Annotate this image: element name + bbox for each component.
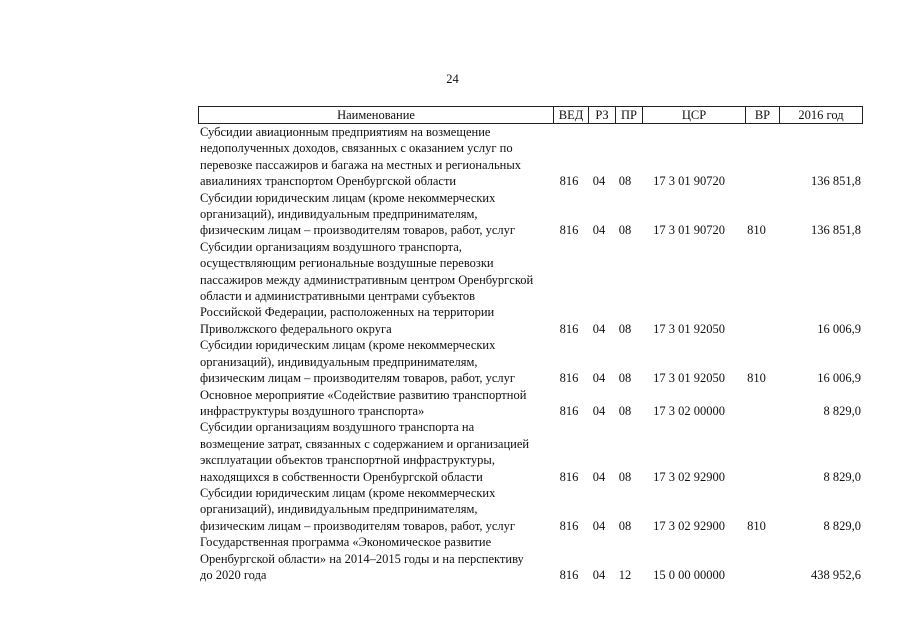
row-name-line: эксплуатации объектов транспортной инфраструктуры,: [200, 453, 495, 468]
row-name: [198, 534, 552, 583]
row-name-line: физическим лицам – производителям товаров, работ, услуг: [200, 223, 516, 238]
row-amount: 16 006,9: [817, 371, 861, 386]
row-csr: 17 3 01 92050: [653, 371, 725, 386]
row-name-line: находящихся в собственности Оренбургской области: [200, 469, 483, 484]
table-row: [198, 419, 863, 485]
row-pr: 08: [618, 174, 632, 189]
row-name-line: Оренбургской области» на 2014–2015 годы и на перспективу: [200, 551, 524, 566]
row-rz: 04: [592, 567, 606, 582]
row-csr: 17 3 02 92900: [653, 469, 725, 484]
row-vr: 810: [747, 518, 766, 533]
table-body: [198, 124, 863, 583]
header-pr: ПР: [616, 107, 643, 123]
row-csr: 17 3 02 00000: [653, 403, 725, 418]
row-name-line: Субсидии авиационным предприятиям на возмещение: [200, 125, 491, 139]
row-name-line: Субсидии юридическим лицам (кроме некоммерческих: [200, 485, 496, 500]
row-pr: 08: [618, 469, 632, 484]
header-csr: ЦСР: [643, 107, 746, 123]
page-number: 24: [446, 72, 459, 86]
row-ved: 816: [559, 403, 579, 418]
budget-table: [198, 106, 863, 583]
row-amount: 16 006,9: [817, 321, 861, 336]
row-rz: 04: [592, 518, 606, 533]
table-row: [198, 534, 863, 583]
row-amount: 136 851,8: [811, 174, 861, 189]
row-name: [198, 239, 552, 337]
row-name-line: организаций), индивидуальным предпринимателям,: [200, 502, 478, 517]
header-rz: РЗ: [589, 107, 616, 123]
row-name-line: пассажиров между административным центром Оренбургской: [200, 272, 534, 287]
row-name-line: области и административными центрами субъектов: [200, 289, 476, 304]
table-row: [198, 190, 863, 239]
row-name-line: инфраструктуры воздушного транспорта»: [200, 403, 425, 418]
row-name-line: физическим лицам – производителям товаров, работ, услуг: [200, 371, 516, 386]
row-pr: 08: [618, 371, 632, 386]
row-name: [198, 485, 552, 534]
row-csr: 17 3 01 90720: [653, 174, 725, 189]
row-name-line: Основное мероприятие «Содействие развитию транспортной: [200, 387, 527, 402]
row-name-line: авиалиниях транспортом Оренбургской области: [200, 174, 457, 189]
row-pr: 08: [618, 403, 632, 418]
row-ved: 816: [559, 567, 579, 582]
row-amount: 136 851,8: [811, 223, 861, 238]
row-name: [198, 387, 552, 420]
table-row: [198, 124, 863, 190]
row-pr: 08: [618, 321, 632, 336]
row-rz: 04: [592, 371, 606, 386]
row-vr: 810: [747, 371, 766, 386]
table-row: [198, 239, 863, 337]
row-name: [198, 419, 552, 485]
row-amount: 8 829,0: [823, 518, 861, 533]
row-csr: 17 3 02 92900: [653, 518, 725, 533]
row-pr: 08: [618, 518, 632, 533]
row-rz: 04: [592, 174, 606, 189]
row-csr: 15 0 00 00000: [653, 567, 725, 582]
row-name-line: Приволжского федерального округа: [200, 321, 392, 336]
row-name: [198, 124, 552, 190]
row-amount: 8 829,0: [823, 403, 861, 418]
row-name: [198, 190, 552, 239]
header-ved: ВЕД: [554, 107, 589, 123]
row-name-line: Субсидии юридическим лицам (кроме некоммерческих: [200, 190, 496, 205]
row-ved: 816: [559, 371, 579, 386]
header-year: 2016 год: [798, 107, 844, 122]
row-name-line: Субсидии юридическим лицам (кроме некоммерческих: [200, 338, 496, 353]
row-csr: 17 3 01 92050: [653, 321, 725, 336]
row-name-line: осуществляющим региональные воздушные перевозки: [200, 256, 494, 271]
row-csr: 17 3 01 90720: [653, 223, 725, 238]
row-name: [198, 337, 552, 386]
row-ved: 816: [559, 174, 579, 189]
row-name-line: Субсидии организациям воздушного транспорта на: [200, 420, 475, 435]
row-rz: 04: [592, 223, 606, 238]
row-ved: 816: [559, 518, 579, 533]
table-row: [198, 337, 863, 386]
row-name-line: Государственная программа «Экономическое развитие: [200, 535, 492, 550]
row-amount: 8 829,0: [823, 469, 861, 484]
table-header: [198, 106, 863, 124]
row-name-line: организаций), индивидуальным предпринимателям,: [200, 354, 478, 369]
row-rz: 04: [592, 403, 606, 418]
row-name-line: до 2020 года: [200, 567, 267, 582]
table-row: [198, 387, 863, 420]
row-name-line: физическим лицам – производителям товаров, работ, услуг: [200, 518, 516, 533]
row-ved: 816: [559, 223, 579, 238]
row-ved: 816: [559, 469, 579, 484]
header-name: Наименование: [199, 107, 554, 123]
table-row: [198, 485, 863, 534]
row-name-line: организаций), индивидуальным предпринимателям,: [200, 207, 478, 222]
row-ved: 816: [559, 321, 579, 336]
header-vr: ВР: [746, 107, 780, 123]
row-name-line: Субсидии организациям воздушного транспорта,: [200, 239, 462, 254]
row-pr: 08: [618, 223, 632, 238]
row-vr: 810: [747, 223, 766, 238]
row-name-line: Российской Федерации, расположенных на территории: [200, 305, 495, 320]
row-rz: 04: [592, 469, 606, 484]
row-name-line: возмещение затрат, связанных с содержанием и организацией: [200, 436, 530, 451]
row-name-line: недополученных доходов, связанных с оказанием услуг по: [200, 141, 513, 156]
row-pr: 12: [618, 567, 632, 582]
row-name-line: перевозке пассажиров и багажа на местных и региональных: [200, 157, 521, 172]
row-amount: 438 952,6: [811, 567, 861, 582]
row-rz: 04: [592, 321, 606, 336]
